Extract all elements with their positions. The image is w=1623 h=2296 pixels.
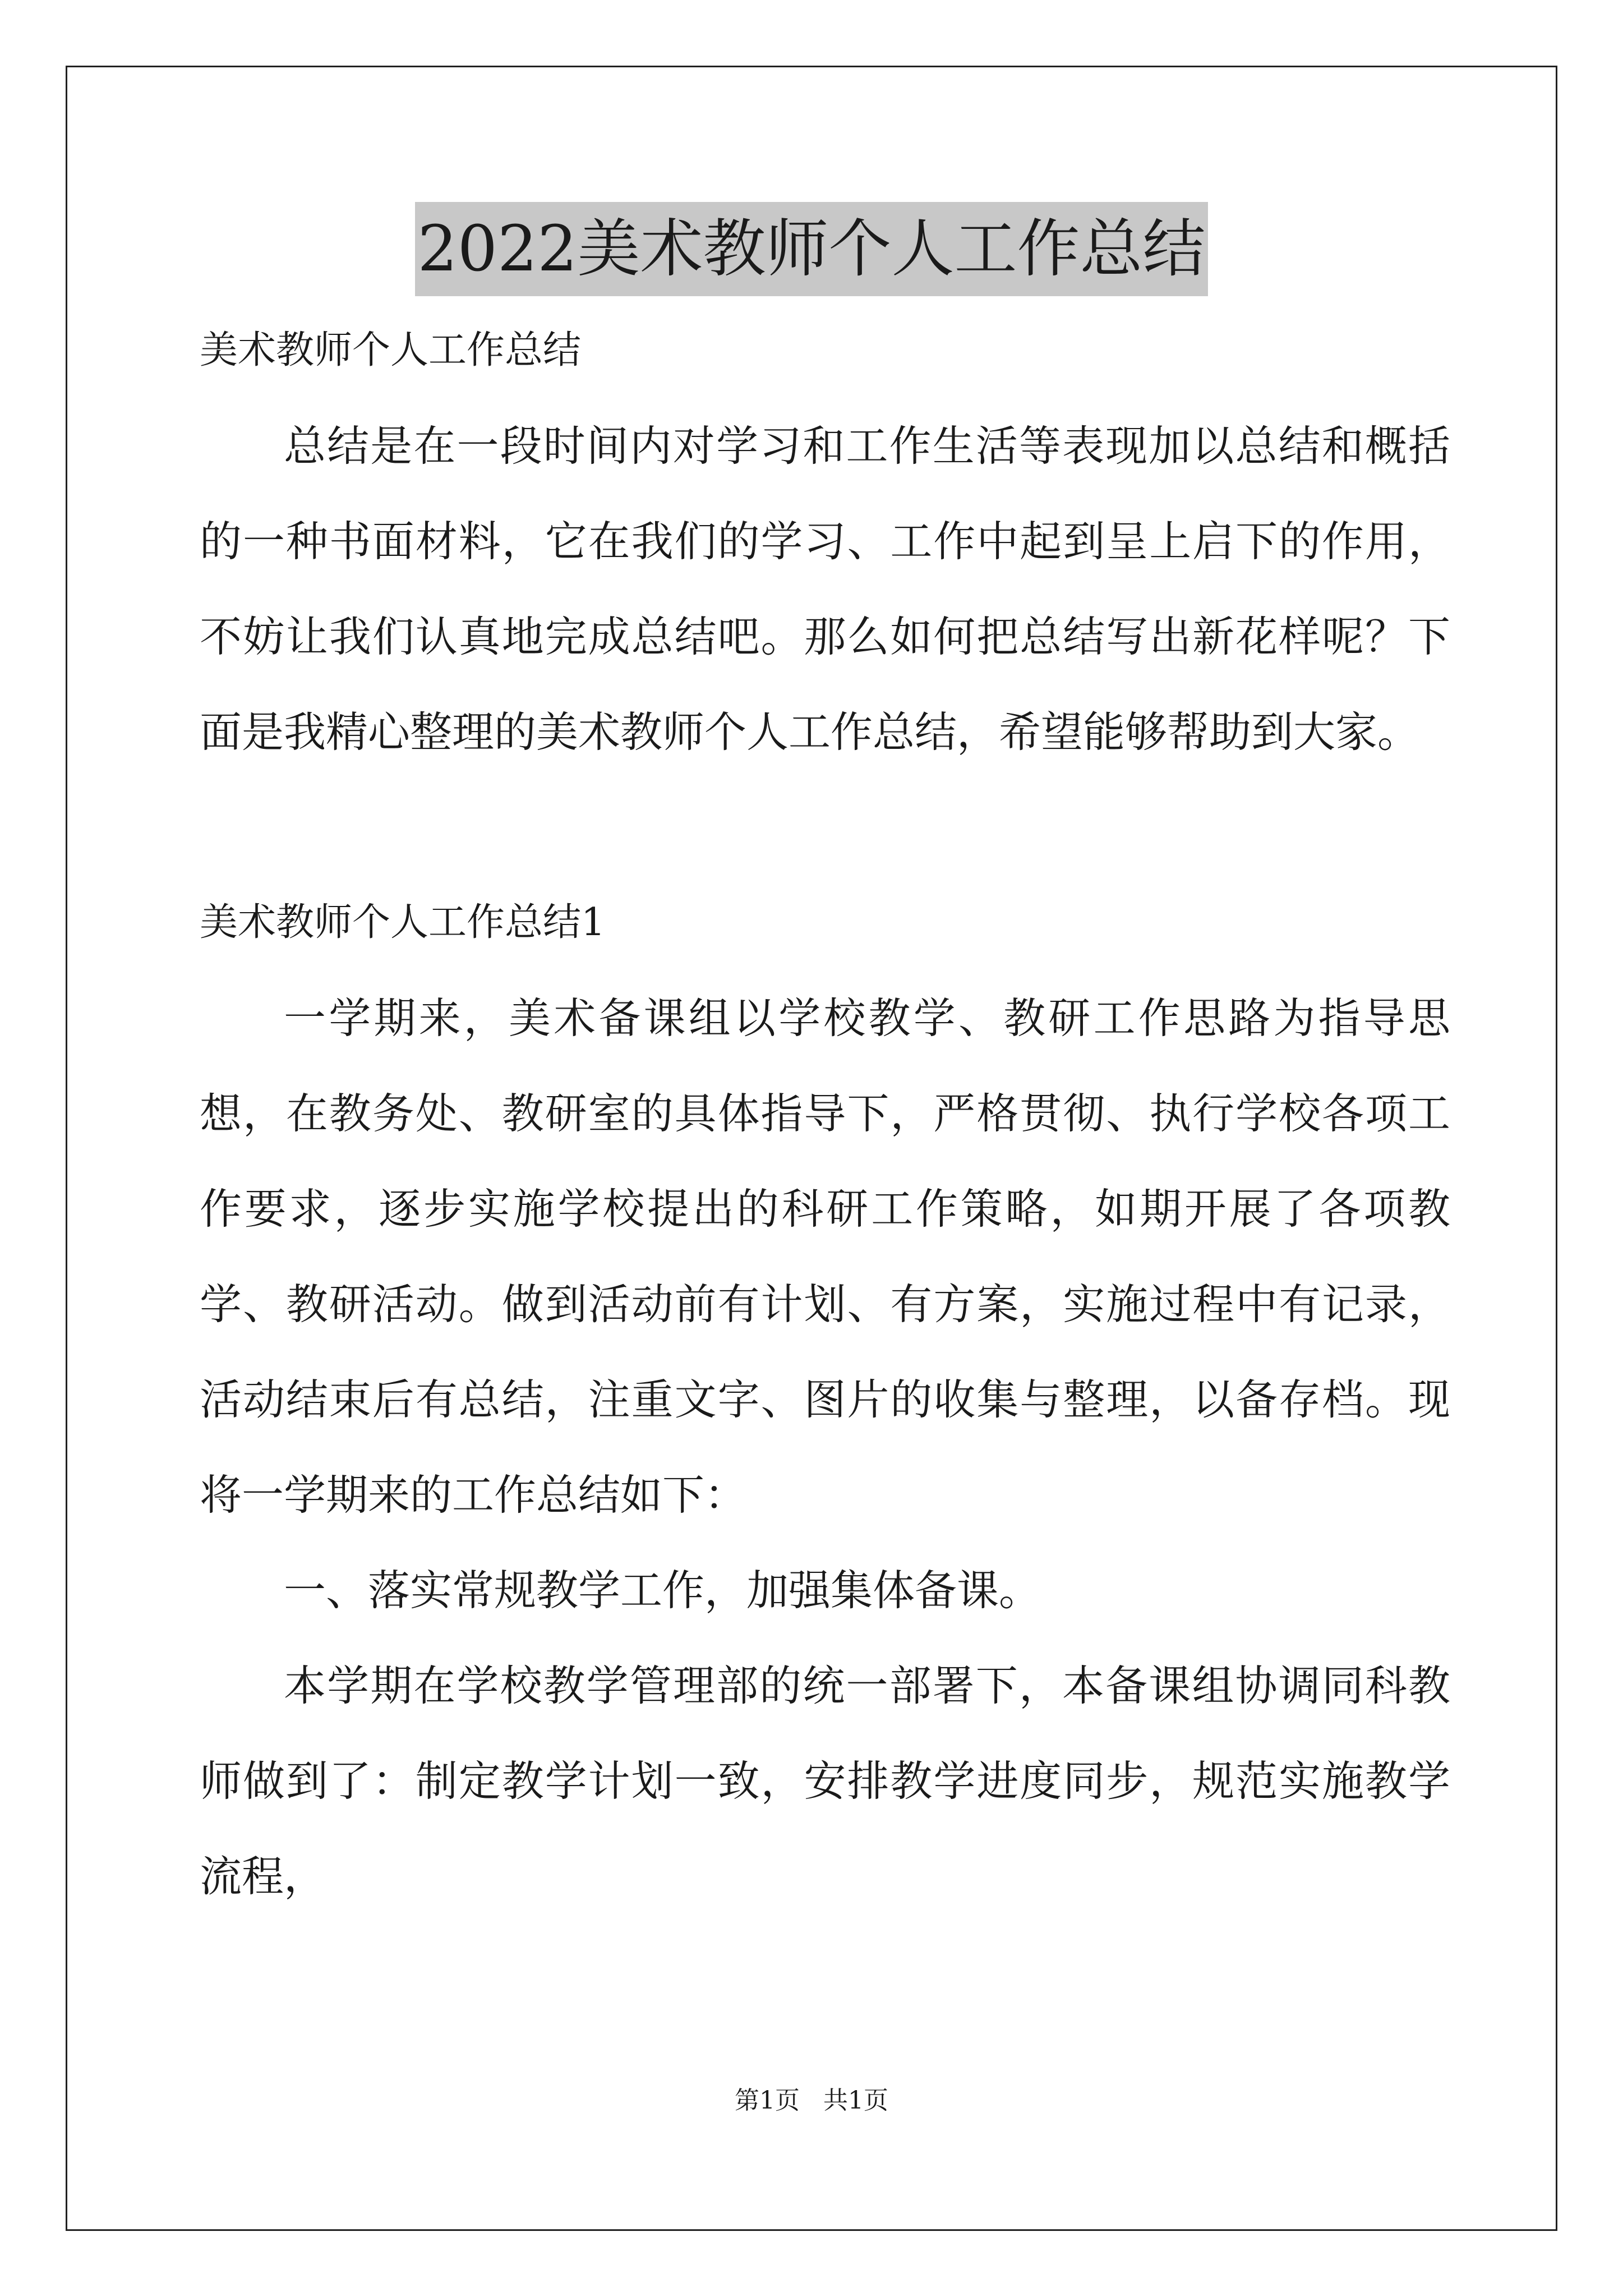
intro-paragraph: 总结是在一段时间内对学习和工作生活等表现加以总结和概括的一种书面材料，它在我们的学习、工作中起到呈上启下的作用，不妨让我们认真地完成总结吧。那么如何把总结写出新花样呢？下面是我精心整理的美术教师个人工作总结，希望能够帮助到大家。: [200, 421, 1450, 757]
page-footer: 第1页 共1页: [735, 2086, 888, 2115]
body-paragraph-1: 一学期来，美术备课组以学校教学、教研工作思路为指导思想，在教务处、教研室的具体指导下，严格贯彻、执行学校各项工作要求，逐步实施学校提出的科研工作策略，如期开展了各项教学、教研活动。做到活动前有计划、有方案，实施过程中有记录，活动结束后有总结，注重文字、图片的收集与整理，以备存档。现将一学期来的工作总结如下：: [200, 993, 1450, 1520]
document-title: 2022美术教师个人工作总结: [415, 202, 1207, 296]
section-spacer: [200, 780, 1450, 875]
body-paragraph-3: 本学期在学校教学管理部的统一部署下，本备课组协调同科教师做到了：制定教学计划一致，安排教学进度同步，规范实施教学流程，: [200, 1661, 1450, 1901]
document-subtitle: 美术教师个人工作总结: [200, 328, 582, 372]
body-paragraph-2: 一、落实常规教学工作，加强集体备课。: [284, 1566, 1041, 1615]
title-wrap: [0, 202, 1623, 296]
document-body: [200, 303, 1450, 1924]
section-heading: 美术教师个人工作总结1: [200, 900, 606, 945]
